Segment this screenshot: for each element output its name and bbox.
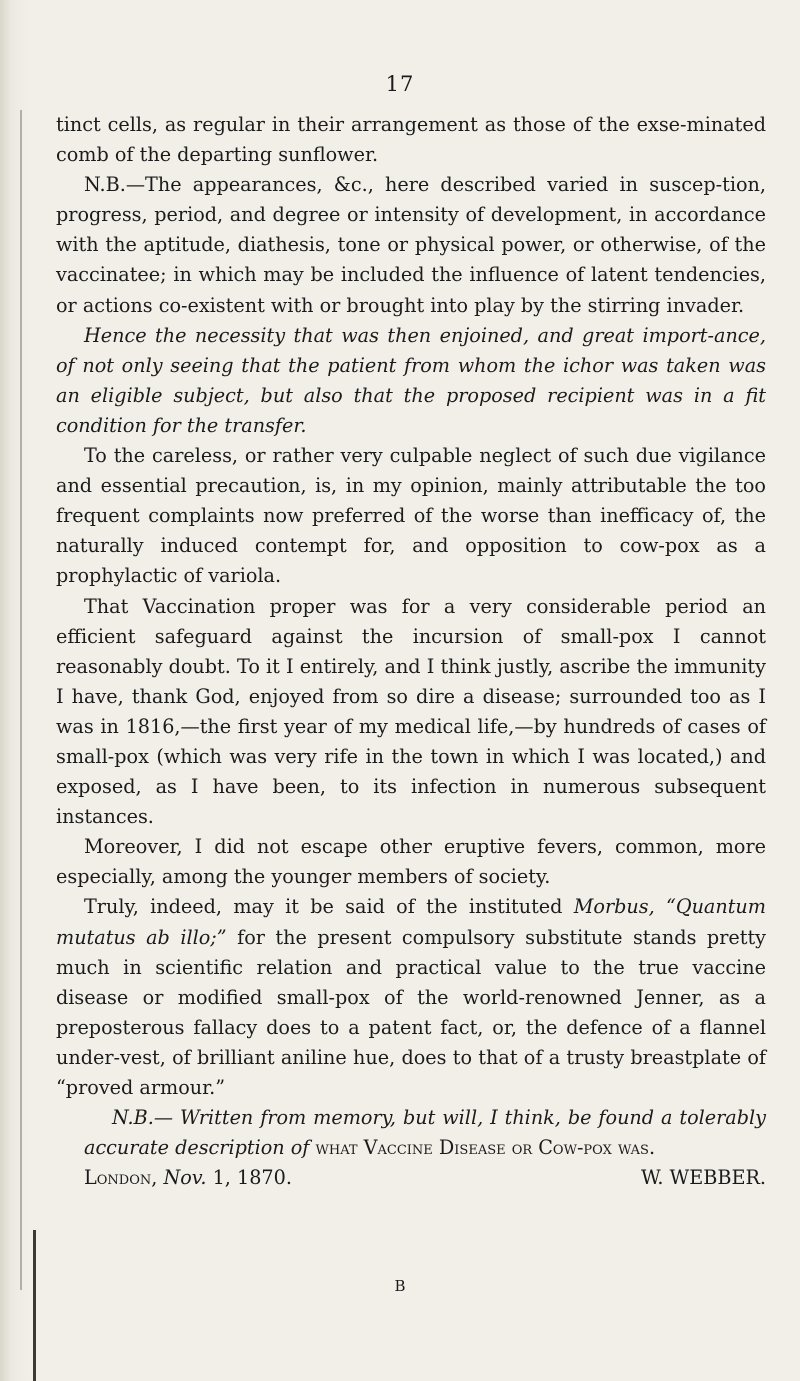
signature-place-date bbox=[84, 1163, 292, 1193]
paragraph-vaccination-safeguard: That Vaccination proper was for a very considerable period an efficient safeguard against the incursion of small-pox I cannot reasonably doubt. To it I entirely, and I think justly, ascribe the immunity I have, thank God, enjoyed from so dire a disease; surrounded too as I was in 1816,—the first year of my medical life,—by hundreds of cases of small-pox (which was very rife in the town in which I was located,) and exposed, as I have been, to its infection in numerous subsequent instances. bbox=[56, 594, 766, 829]
italic-necessity-text: Hence the necessity that was then enjoined, and great import-ance, of not only seeing that the patient from whom the ichor was taken was an eligible subject, but also that the proposed recipient was in a fit condition for the transfer. bbox=[56, 323, 766, 437]
signature-place: London, bbox=[84, 1166, 158, 1190]
signature-day-year: 1, 1870. bbox=[212, 1166, 292, 1190]
paragraph-careless-neglect: To the careless, or rather very culpable neglect of such due vigilance and essential precaution, is, in my opinion, mainly attributable the too frequent complaints now preferred of the worse than inefficacy of, the naturally induced contempt for, and opposition to cow-pox as a prophylactic of variola. bbox=[56, 444, 766, 588]
quantum-text-a: Truly, indeed, may it be said of the instituted bbox=[84, 895, 574, 919]
paragraph-continuation: tinct cells, as regular in their arrangement as those of the exse-minated comb of the departing sunflower. bbox=[56, 113, 766, 167]
note-italic-text: N.B.— Written from memory, but will, I think, be found a tolerably accurate description of bbox=[84, 1106, 766, 1160]
printer-signature-mark: B bbox=[394, 1277, 406, 1295]
closing-note bbox=[56, 1103, 766, 1163]
note-smallcaps-text: what Vaccine Disease or Cow-pox was. bbox=[315, 1136, 656, 1160]
signature-author: W. WEBBER. bbox=[640, 1166, 766, 1190]
signature-month: Nov. bbox=[163, 1166, 207, 1190]
italic-morbus: Morbus, bbox=[573, 895, 655, 919]
paragraph-necessity bbox=[56, 321, 766, 441]
binding-rule bbox=[20, 110, 22, 1290]
binding-shadow bbox=[33, 1230, 36, 1381]
body-text bbox=[56, 110, 766, 1193]
page-number: 17 bbox=[385, 72, 415, 96]
signature-line bbox=[84, 1163, 766, 1193]
paragraph-nb-appearances: N.B.—The appearances, &c., here described varied in suscep-tion, progress, period, and degree or intensity of development, in accordance with the aptitude, diathesis, tone or physical power, or otherwise, of the vaccinatee; in which may be included the influence of latent tendencies, or actions co-existent with or brought into play by the stirring invader. bbox=[56, 173, 766, 317]
page-binding-edge bbox=[0, 0, 30, 1381]
paragraph-eruptive-fevers: Moreover, I did not escape other eruptive fevers, common, more especially, among the younger members of society. bbox=[56, 835, 766, 889]
italic-latin-quote: “Quantum mutatus ab illo;” bbox=[56, 895, 766, 949]
quantum-text-b: for the present compulsory substitute stands pretty much in scientific relation and practical value to the true vaccine disease or modified small-pox of the world-renowned Jenner, as a preposterous fallacy does to a patent fact, or, the defence of a flannel under-vest, of brilliant aniline hue, does to that of a trusty breastplate of “proved armour.” bbox=[56, 925, 766, 1099]
paragraph-quantum-mutatus bbox=[56, 892, 766, 1103]
